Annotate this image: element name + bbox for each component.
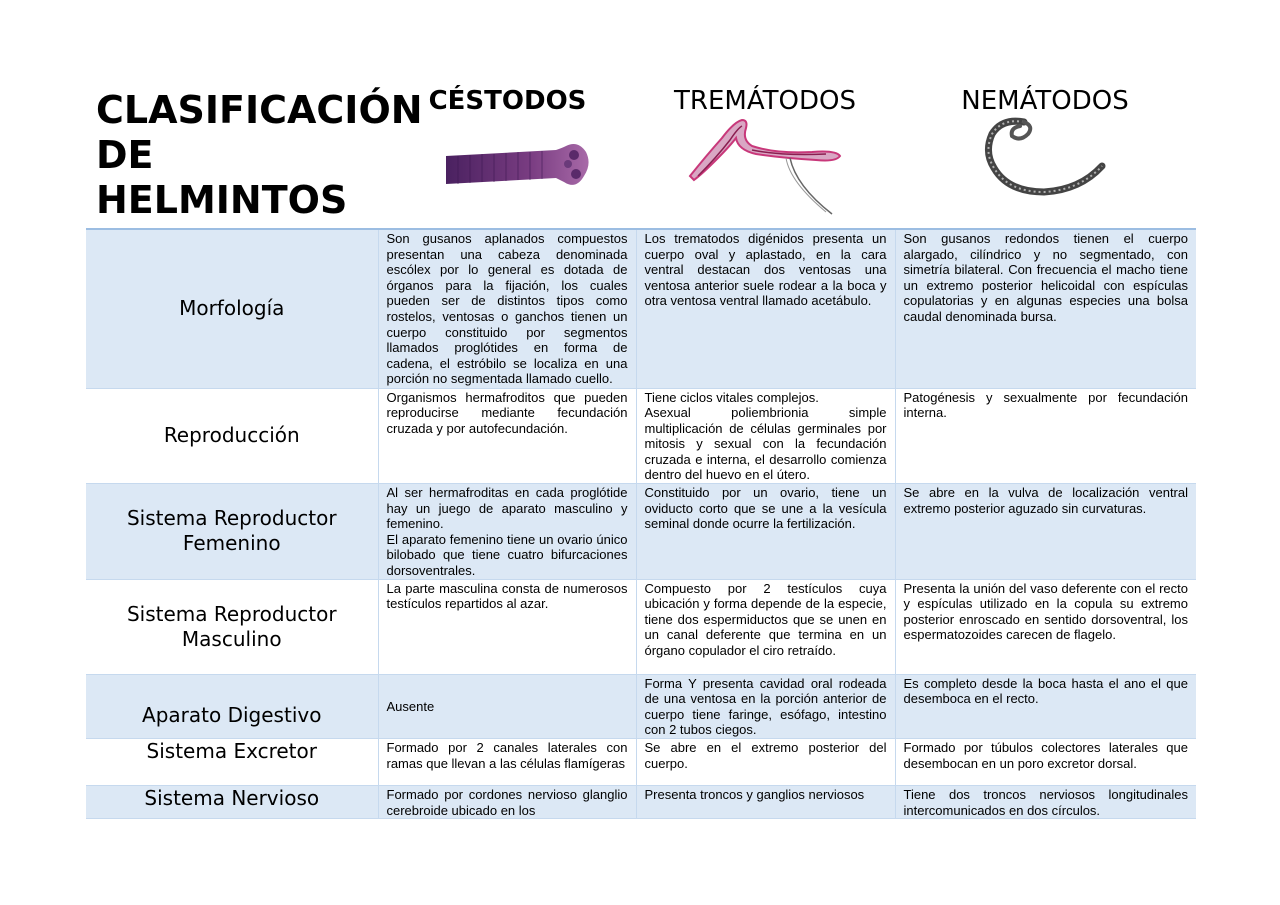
column-header-trematodos: TREMÁTODOS [674, 86, 856, 116]
table-row-sistema-reproductor-masculino [86, 579, 1196, 674]
cell-nematodos: Tiene dos troncos nerviosos longitudinales intercomunicados en dos círculos. [895, 786, 1196, 819]
column-header-nematodos: NEMÁTODOS [961, 86, 1129, 116]
cell-cestodos: Organismos hermafroditos que pueden reproducirse mediante fecundación cruzada y por autofecundación. [378, 388, 636, 484]
column-header-cestodos: CÉSTODOS [428, 86, 587, 116]
table-row-sistema-reproductor-femenino [86, 484, 1196, 580]
table-row-reproduccion [86, 388, 1196, 484]
cestodo-image [444, 140, 592, 198]
cell-cestodos: Ausente [378, 674, 636, 738]
cell-trematodos: Tiene ciclos vitales complejos. Asexual poliembrionia simple multiplicación de células germinales por mitosis y sexual con la fecundación cruzada e interna, el desarrollo comienza dentro del huevo en el útero. [636, 388, 895, 484]
table-row-sistema-excretor [86, 739, 1196, 786]
table-row-aparato-digestivo [86, 674, 1196, 738]
cell-cestodos: Al ser hermafroditas en cada proglótide hay un juego de aparato masculino y femenino. El aparato femenino tiene un ovario único bilobado que tiene cuatro bifurcaciones dorsoventrales. [378, 484, 636, 580]
cell-cestodos: La parte masculina consta de numerosos testículos repartidos al azar. [378, 579, 636, 674]
cell-nematodos: Presenta la unión del vaso deferente con el recto y espículas utilizado en la copula su extremo posterior enroscado en sentido dorsoventral, los espermatozoides carecen de flagelo. [895, 579, 1196, 674]
row-label: Morfología [86, 229, 378, 388]
row-label: Sistema Excretor [86, 739, 378, 786]
cell-trematodos: Los trematodos digénidos presenta un cuerpo oval y aplastado, en la cara ventral destacan dos ventosas una ventosa anterior suele rodear a la boca y otra ventosa ventral llamado acetábulo. [636, 229, 895, 388]
cell-nematodos: Formado por túbulos colectores laterales que desembocan en un poro excretor dorsal. [895, 739, 1196, 786]
cell-nematodos: Son gusanos redondos tienen el cuerpo alargado, cilíndrico y no segmentado, con simetría bilateral. Con frecuencia el macho tiene un extremo posterior helicoidal con espículas copulatorias y en algunas especies una bolsa caudal denominada bursa. [895, 229, 1196, 388]
row-label: Sistema Reproductor Masculino [86, 579, 378, 674]
helminth-table [86, 228, 1196, 819]
cell-trematodos: Se abre en el extremo posterior del cuerpo. [636, 739, 895, 786]
nematodo-image [984, 116, 1108, 198]
cell-cestodos: Son gusanos aplanados compuestos presentan una cabeza denominada escólex por lo general es dotada de órganos para la fijación, los cuales pueden ser de distintos tipos como rostelos, ventosas o ganchos tienen un cuerpo constituido por segmentos llamados proglótides en forma de cadena, el estróbilo se localiza en una porción no segmentada llamado cuello. [378, 229, 636, 388]
row-label: Aparato Digestivo [86, 674, 378, 738]
document-title: CLASIFICACIÓN DE HELMINTOS [96, 88, 423, 222]
row-label: Reproducción [86, 388, 378, 484]
cell-nematodos: Se abre en la vulva de localización ventral extremo posterior aguzado sin curvaturas. [895, 484, 1196, 580]
cell-trematodos: Forma Y presenta cavidad oral rodeada de una ventosa en la porción anterior de cuerpo tiene faringe, esófago, intestino con 2 tubos ciegos. [636, 674, 895, 738]
cell-trematodos: Presenta troncos y ganglios nerviosos [636, 786, 895, 819]
cell-nematodos: Es completo desde la boca hasta el ano el que desemboca en el recto. [895, 674, 1196, 738]
table-row-sistema-nervioso [86, 786, 1196, 819]
cell-trematodos: Compuesto por 2 testículos cuya ubicación y forma depende de la especie, tiene dos espermiductos que se unen en un canal deferente que termina en un órgano copulador el ciro retraído. [636, 579, 895, 674]
cell-trematodos: Constituido por un ovario, tiene un oviducto corto que se une a la vesícula seminal donde ocurre la fertilización. [636, 484, 895, 580]
table-row-morfologia [86, 229, 1196, 388]
row-label: Sistema Nervioso [86, 786, 378, 819]
cell-cestodos: Formado por 2 canales laterales con ramas que llevan a las células flamígeras [378, 739, 636, 786]
trematodo-image [686, 116, 846, 218]
cell-nematodos: Patogénesis y sexualmente por fecundación interna. [895, 388, 1196, 484]
cell-cestodos: Formado por cordones nervioso glanglio cerebroide ubicado en los [378, 786, 636, 819]
row-label: Sistema Reproductor Femenino [86, 484, 378, 580]
